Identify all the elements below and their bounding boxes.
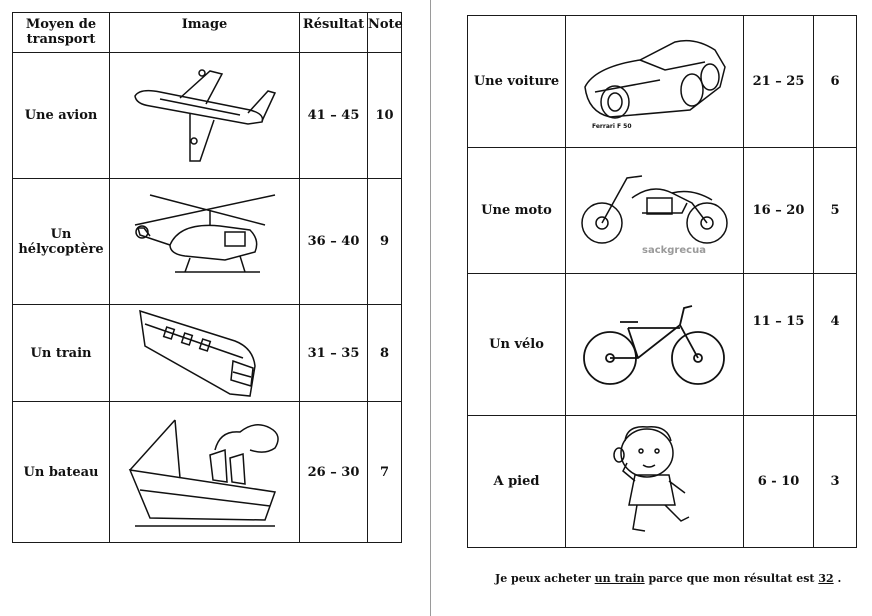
answer-score: 32 [818,572,834,585]
result-range: 26 – 30 [300,402,368,543]
header-row [13,13,402,53]
car-caption: Ferrari F 50 [591,122,632,130]
table-row [13,53,402,179]
table-row [13,402,402,543]
note-value: 6 [814,16,857,148]
answer-sentence [495,572,841,585]
car-icon [580,32,730,132]
bicycle-icon [580,300,730,390]
header-note: Note [368,13,402,53]
table-row [13,179,402,305]
note-value: 3 [814,416,857,548]
image-cell [110,53,300,179]
right-transport-table [467,15,857,548]
image-cell [110,402,300,543]
image-cell [566,148,744,274]
transport-label: Une avion [13,53,110,179]
image-cell [566,416,744,548]
table-row [468,16,857,148]
table-row [468,148,857,274]
note-value: 4 [814,274,857,416]
result-range: 41 – 45 [300,53,368,179]
table-row [468,274,857,416]
result-range: 36 – 40 [300,179,368,305]
transport-label: Un vélo [468,274,566,416]
walking-child-icon [605,423,705,541]
header-result: Résultat [300,13,368,53]
ship-icon [125,410,285,535]
transport-label: Une voiture [468,16,566,148]
helicopter-icon [130,190,280,294]
table-row [13,305,402,402]
image-cell [566,16,744,148]
note-value: 8 [368,305,402,402]
airplane-icon [130,66,280,166]
image-cell [110,305,300,402]
transport-label: Un hélycoptère [13,179,110,305]
result-range: 11 – 15 [744,274,814,416]
note-value: 9 [368,179,402,305]
transport-label: Une moto [468,148,566,274]
answer-prefix: Je peux acheter [495,572,595,585]
image-cell [110,179,300,305]
answer-middle: parce que mon résultat est [644,572,819,585]
result-range: 21 – 25 [744,16,814,148]
answer-choice: un train [594,572,645,585]
transport-label: Un train [13,305,110,402]
image-cell [566,274,744,416]
result-range: 31 – 35 [300,305,368,402]
transport-label: A pied [468,416,566,548]
table-row [468,416,857,548]
answer-suffix: . [833,572,842,585]
motorcycle-icon [572,158,737,263]
note-value: 5 [814,148,857,274]
train-icon [135,306,275,401]
note-value: 10 [368,53,402,179]
left-transport-table [12,12,402,543]
page-divider [430,0,431,616]
moto-watermark: sackgrecua [642,245,706,256]
transport-label: Un bateau [13,402,110,543]
header-image: Image [110,13,300,53]
header-transport: Moyen de transport [13,13,110,53]
note-value: 7 [368,402,402,543]
result-range: 6 - 10 [744,416,814,548]
result-range: 16 – 20 [744,148,814,274]
